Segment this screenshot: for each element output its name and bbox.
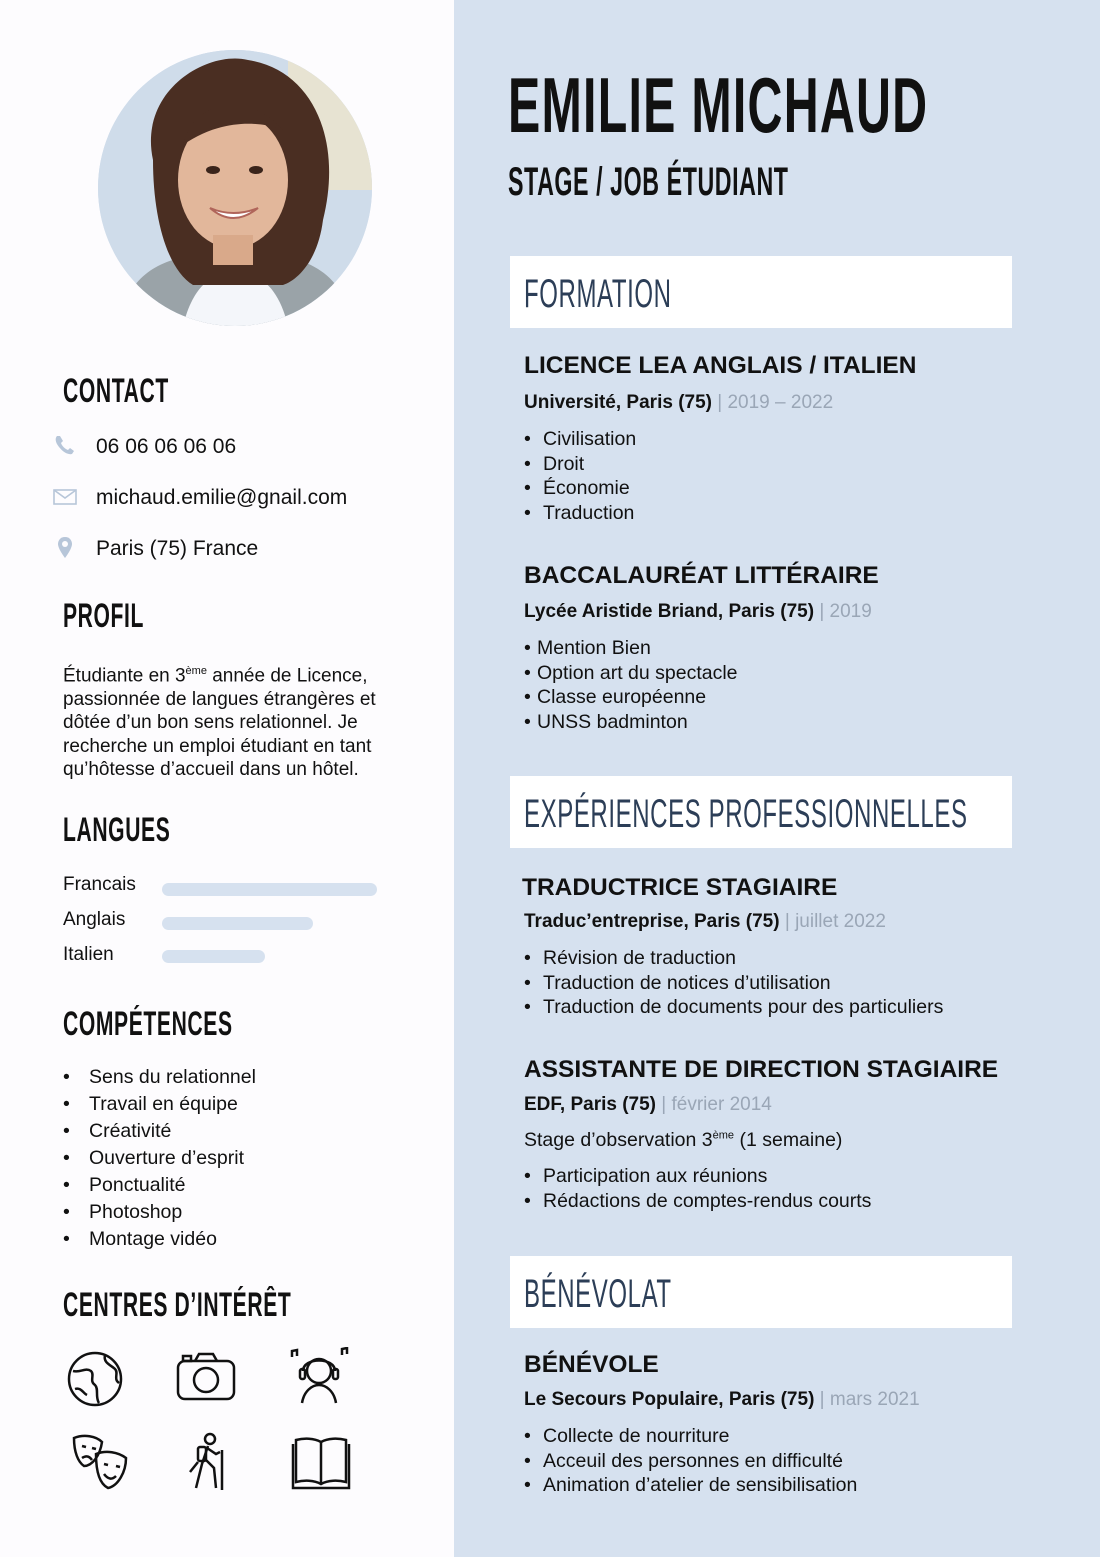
phone-icon <box>52 433 78 459</box>
entry-date: 2019 <box>829 601 872 622</box>
location-text: Paris (75) France <box>96 537 259 560</box>
entry-bullets <box>524 1424 857 1498</box>
entry-title: BÉNÉVOLE <box>524 1351 659 1378</box>
list-item: • Sens du relationnel <box>63 1064 256 1091</box>
mail-icon <box>52 484 78 510</box>
list-item: • Mention Bien <box>524 636 738 661</box>
list-item: • Ponctualité <box>63 1172 256 1199</box>
language-name: Anglais <box>63 909 126 930</box>
list-item: • UNSS badminton <box>524 710 738 735</box>
entry-date: juillet 2022 <box>795 911 886 932</box>
entry-title: TRADUCTRICE STAGIAIRE <box>522 874 838 901</box>
entry-date: 2019 – 2022 <box>727 392 834 413</box>
list-item: • Travail en équipe <box>63 1091 256 1118</box>
list-item: • Classe européenne <box>524 685 738 710</box>
list-item: • Créativité <box>63 1118 256 1145</box>
entry-bullets <box>524 427 636 525</box>
entry-org: Lycée Aristide Briand, Paris (75) | 2019 <box>524 601 872 622</box>
list-item: • Rédactions de comptes-rendus courts <box>524 1189 871 1214</box>
profil-text: Étudiante en 3ème année de Licence, passionnée de langues étrangères et dôtée d’un bon sens relationnel. Je recherche un emploi étudiant en tant qu’hôtesse d’accueil dans un hôtel. <box>63 665 376 781</box>
list-item: • Ouverture d’esprit <box>63 1145 256 1172</box>
entry-title: ASSISTANTE DE DIRECTION STAGIAIRE <box>524 1056 999 1083</box>
language-level-bar <box>162 917 313 930</box>
section-title: BÉNÉVOLAT <box>524 1272 672 1316</box>
list-item: • Traduction de notices d’utilisation <box>524 971 943 996</box>
interets-heading: CENTRES D’INTÉRÊT <box>63 1286 292 1324</box>
language-level-bar <box>162 950 265 963</box>
list-item: • Participation aux réunions <box>524 1164 871 1189</box>
list-item: • Montage vidéo <box>63 1226 256 1253</box>
book-icon <box>290 1432 352 1494</box>
entry-bullets <box>524 636 738 734</box>
list-item: • Traduction <box>524 501 636 526</box>
profile-photo <box>98 50 372 326</box>
profil-heading: PROFIL <box>63 597 145 635</box>
contact-heading: CONTACT <box>63 372 169 410</box>
list-item: • Option art du spectacle <box>524 661 738 686</box>
entry-bullets <box>524 946 943 1020</box>
section-title: EXPÉRIENCES PROFESSIONNELLES <box>524 792 968 836</box>
section-header-benevolat <box>510 1256 1012 1328</box>
entry-note: Stage d’observation 3ème (1 semaine) <box>524 1129 843 1151</box>
section-header-formation <box>510 256 1012 328</box>
hiking-icon <box>180 1432 242 1494</box>
phone-text: 06 06 06 06 06 <box>96 435 237 458</box>
entry-org: Université, Paris (75) | 2019 – 2022 <box>524 392 834 413</box>
entry-org: EDF, Paris (75) | février 2014 <box>524 1094 772 1115</box>
entry-title: BACCALAURÉAT LITTÉRAIRE <box>524 562 879 589</box>
entry-date: février 2014 <box>671 1094 772 1115</box>
section-header-experiences <box>510 776 1012 848</box>
theater-masks-icon <box>70 1432 132 1494</box>
competences-heading: COMPÉTENCES <box>63 1005 233 1043</box>
language-level-bar <box>162 883 377 896</box>
entry-org: Traduc’entreprise, Paris (75) | juillet 2022 <box>524 911 886 932</box>
entry-bullets <box>524 1164 871 1213</box>
langues-heading: LANGUES <box>63 811 171 849</box>
music-listening-icon <box>288 1347 350 1409</box>
camera-icon <box>175 1349 237 1411</box>
location-pin-icon <box>52 535 78 561</box>
list-item: • Droit <box>524 452 636 477</box>
entry-title: LICENCE LEA ANGLAIS / ITALIEN <box>524 352 917 379</box>
skills-list <box>63 1064 256 1253</box>
list-item: • Révision de traduction <box>524 946 943 971</box>
list-item: • Civilisation <box>524 427 636 452</box>
list-item: • Photoshop <box>63 1199 256 1226</box>
list-item: • Animation d’atelier de sensibilisation <box>524 1473 857 1498</box>
list-item: • Collecte de nourriture <box>524 1424 857 1449</box>
language-name: Francais <box>63 874 136 895</box>
globe-travel-icon <box>65 1347 127 1409</box>
section-title: FORMATION <box>524 272 672 316</box>
entry-org: Le Secours Populaire, Paris (75) | mars 2021 <box>524 1389 920 1410</box>
entry-date: mars 2021 <box>829 1389 920 1410</box>
list-item: • Traduction de documents pour des particuliers <box>524 995 943 1020</box>
candidate-subtitle: STAGE / JOB ÉTUDIANT <box>508 160 789 204</box>
email-text: michaud.emilie@gnail.com <box>96 486 348 509</box>
list-item: • Économie <box>524 476 636 501</box>
list-item: • Acceuil des personnes en difficulté <box>524 1449 857 1474</box>
candidate-name: EMILIE MICHAUD <box>508 61 929 149</box>
language-name: Italien <box>63 944 114 965</box>
